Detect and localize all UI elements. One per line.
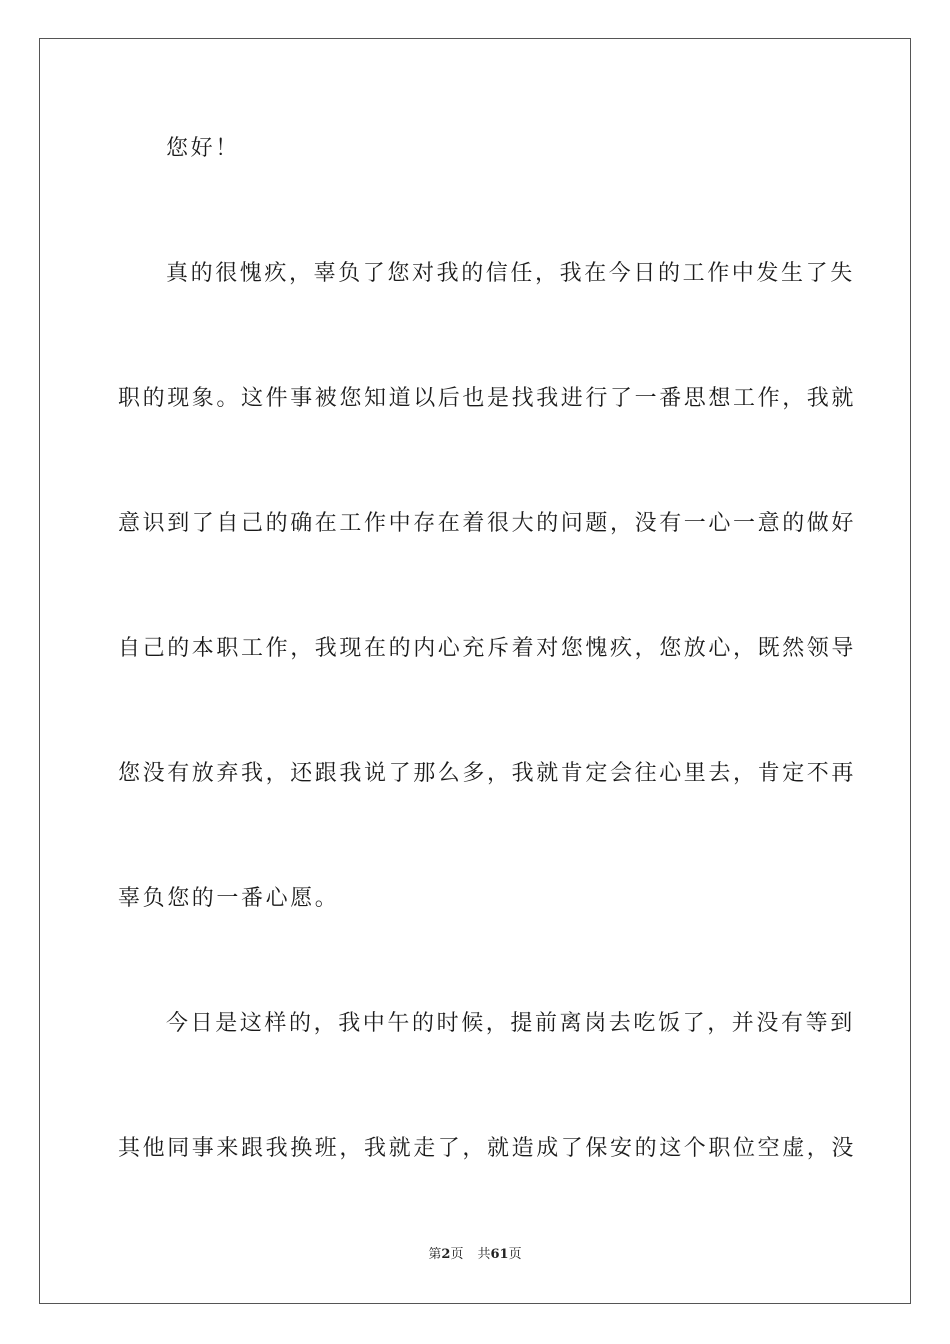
paragraph-line: 您没有放弃我，还跟我说了那么多，我就肯定会往心里去，肯定不再	[118, 761, 857, 786]
total-suffix: 页	[508, 1247, 522, 1262]
paragraph-line: 今日是这样的，我中午的时候，提前离岗去吃饭了，并没有等到	[166, 1011, 855, 1036]
total-prefix: 共	[477, 1247, 491, 1262]
paragraph-line: 自己的本职工作，我现在的内心充斥着对您愧疚，您放心，既然领导	[118, 636, 857, 661]
total-pages: 61	[490, 1247, 509, 1262]
page-number: 2	[441, 1247, 451, 1262]
greeting-text: 您好！	[166, 136, 240, 161]
page-prefix: 第	[428, 1247, 442, 1262]
page-border	[39, 38, 911, 1304]
page-footer	[0, 1246, 950, 1264]
page-suffix: 页	[450, 1247, 464, 1262]
paragraph-line: 意识到了自己的确在工作中存在着很大的问题，没有一心一意的做好	[118, 511, 857, 536]
paragraph-line: 真的很愧疚，辜负了您对我的信任，我在今日的工作中发生了失	[166, 261, 855, 286]
paragraph-line: 辜负您的一番心愿。	[118, 886, 340, 911]
paragraph-line: 职的现象。这件事被您知道以后也是找我进行了一番思想工作，我就	[118, 386, 857, 411]
paragraph-line: 其他同事来跟我换班，我就走了，就造成了保安的这个职位空虚，没	[118, 1136, 857, 1161]
